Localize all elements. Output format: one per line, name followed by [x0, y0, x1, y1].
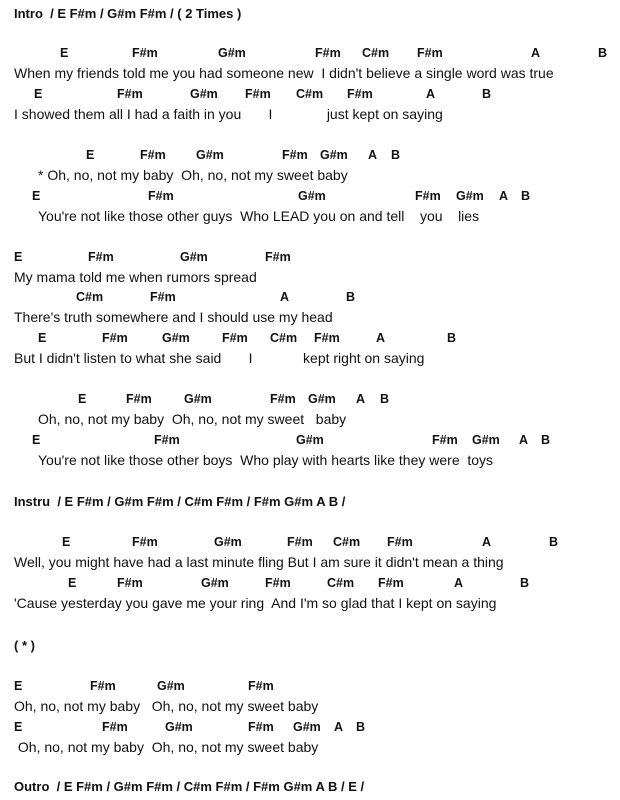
chord-label: B: [549, 535, 559, 549]
chord-label: F#m: [132, 46, 158, 60]
chord-lyric-line: [0, 46, 620, 86]
chord-label: G#m: [165, 720, 193, 734]
chord-lyric-line: [0, 576, 620, 616]
chord-label: F#m: [140, 148, 166, 162]
lyric-text: Oh, no, not my baby Oh, no, not my sweet baby: [38, 411, 347, 427]
chord-label: F#m: [415, 189, 441, 203]
chord-label: A: [426, 87, 436, 101]
chord-label: F#m: [387, 535, 413, 549]
lyric-text: Oh, no, not my baby Oh, no, not my sweet baby: [14, 698, 319, 714]
chord-label: G#m: [298, 189, 326, 203]
chord-label: G#m: [218, 46, 246, 60]
chord-label: F#m: [245, 87, 271, 101]
chord-lyric-line: [0, 87, 620, 127]
chord-label: C#m: [270, 331, 298, 345]
chord-label: E: [14, 720, 23, 734]
chord-label: G#m: [293, 720, 321, 734]
chord-label: F#m: [432, 433, 458, 447]
chord-label: F#m: [102, 720, 128, 734]
section-header-outro: Outro / E F#m / G#m F#m / C#m F#m / F#m G#m A B / E /: [14, 779, 365, 794]
chord-label: F#m: [270, 392, 296, 406]
chord-label: E: [38, 331, 47, 345]
chord-label: C#m: [327, 576, 355, 590]
chord-label: F#m: [265, 576, 291, 590]
chord-label: F#m: [287, 535, 313, 549]
lyric-text: I showed them all I had a faith in you I just kept on saying: [14, 106, 443, 122]
chord-label: F#m: [417, 46, 443, 60]
lyric-text: Well, you might have had a last minute fling But I am sure it didn't mean a thing: [14, 554, 504, 570]
section-header-intro: Intro / E F#m / G#m F#m / ( 2 Times ): [14, 6, 242, 21]
chord-label: F#m: [117, 87, 143, 101]
chord-lyric-line: [0, 331, 620, 371]
chord-label: A: [499, 189, 509, 203]
chord-label: G#m: [184, 392, 212, 406]
chord-label: B: [482, 87, 492, 101]
chord-lyric-line: [0, 535, 620, 575]
chord-label: F#m: [314, 331, 340, 345]
chord-lyric-line: [0, 189, 620, 229]
chord-label: G#m: [472, 433, 500, 447]
chord-label: F#m: [150, 290, 176, 304]
chord-label: E: [62, 535, 71, 549]
chord-label: E: [86, 148, 95, 162]
chord-lyric-line: [0, 250, 620, 290]
chord-lyric-line: [0, 720, 620, 760]
chord-label: F#m: [282, 148, 308, 162]
chord-label: G#m: [196, 148, 224, 162]
chord-label: B: [391, 148, 401, 162]
chord-lyric-line: [0, 290, 620, 330]
chord-label: G#m: [308, 392, 336, 406]
chord-label: A: [356, 392, 366, 406]
lyric-text: When my friends told me you had someone new I didn't believe a single word was true: [14, 65, 554, 81]
lyric-text: You're not like those other boys Who play with hearts like they were toys: [38, 452, 494, 468]
chord-label: F#m: [126, 392, 152, 406]
chord-label: F#m: [315, 46, 341, 60]
chord-label: B: [541, 433, 551, 447]
chord-lyric-line: [0, 433, 620, 473]
chord-label: C#m: [296, 87, 324, 101]
chord-label: B: [520, 576, 530, 590]
chord-label: E: [32, 189, 41, 203]
section-header-instru: Instru / E F#m / G#m F#m / C#m F#m / F#m G#m A B /: [14, 494, 346, 509]
chord-label: F#m: [265, 250, 291, 264]
chord-label: A: [482, 535, 492, 549]
lyric-text: * Oh, no, not my baby Oh, no, not my sweet baby: [38, 167, 348, 183]
chord-label: F#m: [148, 189, 174, 203]
chord-label: G#m: [201, 576, 229, 590]
chord-label: G#m: [157, 679, 185, 693]
chord-label: A: [280, 290, 290, 304]
chord-label: B: [380, 392, 390, 406]
chord-label: E: [14, 250, 23, 264]
chord-lyric-line: [0, 679, 620, 719]
lyric-text: Oh, no, not my baby Oh, no, not my sweet baby: [14, 739, 319, 755]
chord-label: F#m: [154, 433, 180, 447]
chord-label: G#m: [320, 148, 348, 162]
chord-label: C#m: [333, 535, 361, 549]
chord-label: C#m: [76, 290, 104, 304]
chord-lyric-line: [0, 148, 620, 188]
chord-label: C#m: [362, 46, 390, 60]
chord-label: F#m: [102, 331, 128, 345]
chord-label: A: [368, 148, 378, 162]
chord-label: G#m: [456, 189, 484, 203]
chord-label: F#m: [222, 331, 248, 345]
lyric-text: There's truth somewhere and I should use my head: [14, 309, 333, 325]
chord-label: G#m: [214, 535, 242, 549]
chord-label: F#m: [347, 87, 373, 101]
chord-label: E: [14, 679, 23, 693]
chord-label: G#m: [162, 331, 190, 345]
chord-label: A: [531, 46, 541, 60]
chord-label: B: [356, 720, 366, 734]
lyric-text: My mama told me when rumors spread: [14, 269, 257, 285]
lyric-text: But I didn't listen to what she said I kept right on saying: [14, 350, 425, 366]
chord-label: E: [60, 46, 69, 60]
chord-label: G#m: [296, 433, 324, 447]
lyric-text: You're not like those other guys Who LEAD you on and tell you lies: [38, 208, 480, 224]
chord-label: F#m: [90, 679, 116, 693]
chord-label: G#m: [190, 87, 218, 101]
chord-label: F#m: [248, 720, 274, 734]
chord-label: F#m: [248, 679, 274, 693]
chord-label: E: [34, 87, 43, 101]
lyric-text: 'Cause yesterday you gave me your ring And I'm so glad that I kept on saying: [14, 595, 497, 611]
chord-label: F#m: [117, 576, 143, 590]
chord-label: E: [68, 576, 77, 590]
chord-lyric-line: [0, 392, 620, 432]
chord-label: B: [447, 331, 457, 345]
section-header-repeat: ( * ): [14, 638, 35, 653]
chord-label: E: [78, 392, 87, 406]
chord-label: A: [454, 576, 464, 590]
chord-label: A: [334, 720, 344, 734]
chord-label: B: [521, 189, 531, 203]
chord-label: F#m: [132, 535, 158, 549]
chord-label: F#m: [88, 250, 114, 264]
chord-label: B: [598, 46, 608, 60]
chord-label: A: [519, 433, 529, 447]
chord-label: B: [346, 290, 356, 304]
chord-label: G#m: [180, 250, 208, 264]
chord-label: A: [376, 331, 386, 345]
chord-label: E: [32, 433, 41, 447]
chord-label: F#m: [378, 576, 404, 590]
